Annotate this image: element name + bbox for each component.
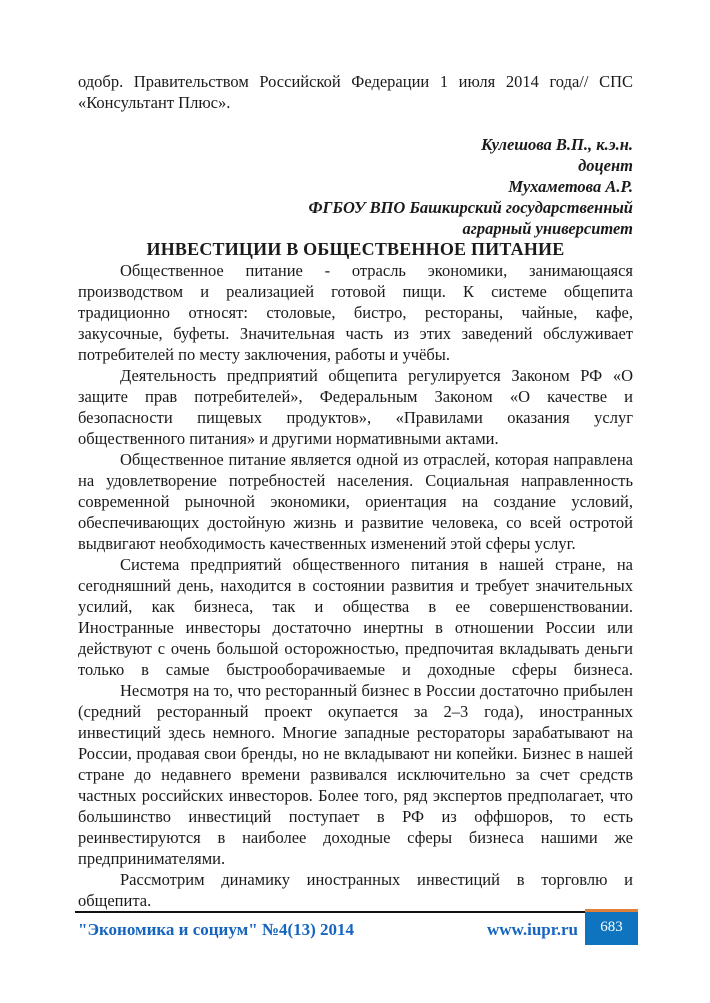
body-paragraph: Иностранные инвесторы достаточно инертны в отношении России или действуют с очень большой осторожностью, предпочитая вкладывать деньги только в самые быстрооборачиваемые и доходные сферы бизнеса. <box>78 618 633 679</box>
body-paragraph: Общественное питание является одной из отраслей, которая направлена на удовлетворение потребностей населения. Социальная направленность современной рыночной экономики, ориентация на создание условий, обеспечивающих достойную жизнь и развитие человека, со всей остротой выдвигают необходимость качественных изменений этой сферы услуг. <box>78 450 633 553</box>
body-paragraph: Несмотря на то, что ресторанный бизнес в России достаточно прибылен (средний ресторанный проект окупается за 2–3 года), иностранных инвестиций здесь немного. Многие западные рестораторы зарабатывают на России, продавая свои бренды, но не вкладывают ни копейки. Бизнес в нашей стране до недавнего времени развивался исключительно за счет средств частных российских инвесторов. Более того, ряд экспертов предполагает, что большинство инвестиций поступает в РФ из оффшоров, то есть реинвестируются в наиболее доходные сферы бизнеса нашими же предпринимателями. <box>78 681 633 868</box>
page-number-badge: 683 <box>585 909 638 945</box>
journal-title: "Экономика и социум" №4(13) 2014 <box>78 920 355 939</box>
author-degree: доцент <box>578 156 633 175</box>
footer-divider <box>75 911 585 913</box>
journal-website: www.iupr.ru <box>486 920 578 939</box>
body-paragraph: Деятельность предприятий общепита регулируется Законом РФ «О защите прав потребителей», Федеральным Законом «О качестве и безопасности пищевых продуктов», «Правилами оказания услуг общественного питания» и другими нормативными актами. <box>78 366 633 448</box>
author-name: Мухаметова А.Р. <box>508 177 633 196</box>
article-title: ИНВЕСТИЦИИ В ОБЩЕСТВЕННОЕ ПИТАНИЕ <box>146 239 565 259</box>
author-affiliation: ФГБОУ ВПО Башкирский государственный <box>308 198 633 217</box>
body-paragraph: Система предприятий общественного питания в нашей стране, на сегодняшний день, находится в состоянии развития и требует значительных усилий, как бизнеса, так и общества в ее совершенствовании. <box>78 555 633 616</box>
author-block <box>78 134 633 239</box>
author-name: Кулешова В.П., к.э.н. <box>481 135 633 154</box>
body-paragraph: Рассмотрим динамику иностранных инвестиций в торговлю и общепита. <box>78 870 633 910</box>
article-body <box>78 71 633 911</box>
body-paragraph: Общественное питание - отрасль экономики, занимающаяся производством и реализацией готовой пищи. К системе общепита традиционно относят: столовые, бистро, рестораны, чайные, кафе, закусочные, буфеты. Значительная часть из этих заведений обслуживает потребителей по месту заключения, работы и учёбы. <box>78 261 633 364</box>
author-affiliation: аграрный университет <box>462 219 633 238</box>
intro-paragraph: одобр. Правительством Российской Федерации 1 июля 2014 года// СПС «Консультант Плюс». <box>78 72 633 112</box>
